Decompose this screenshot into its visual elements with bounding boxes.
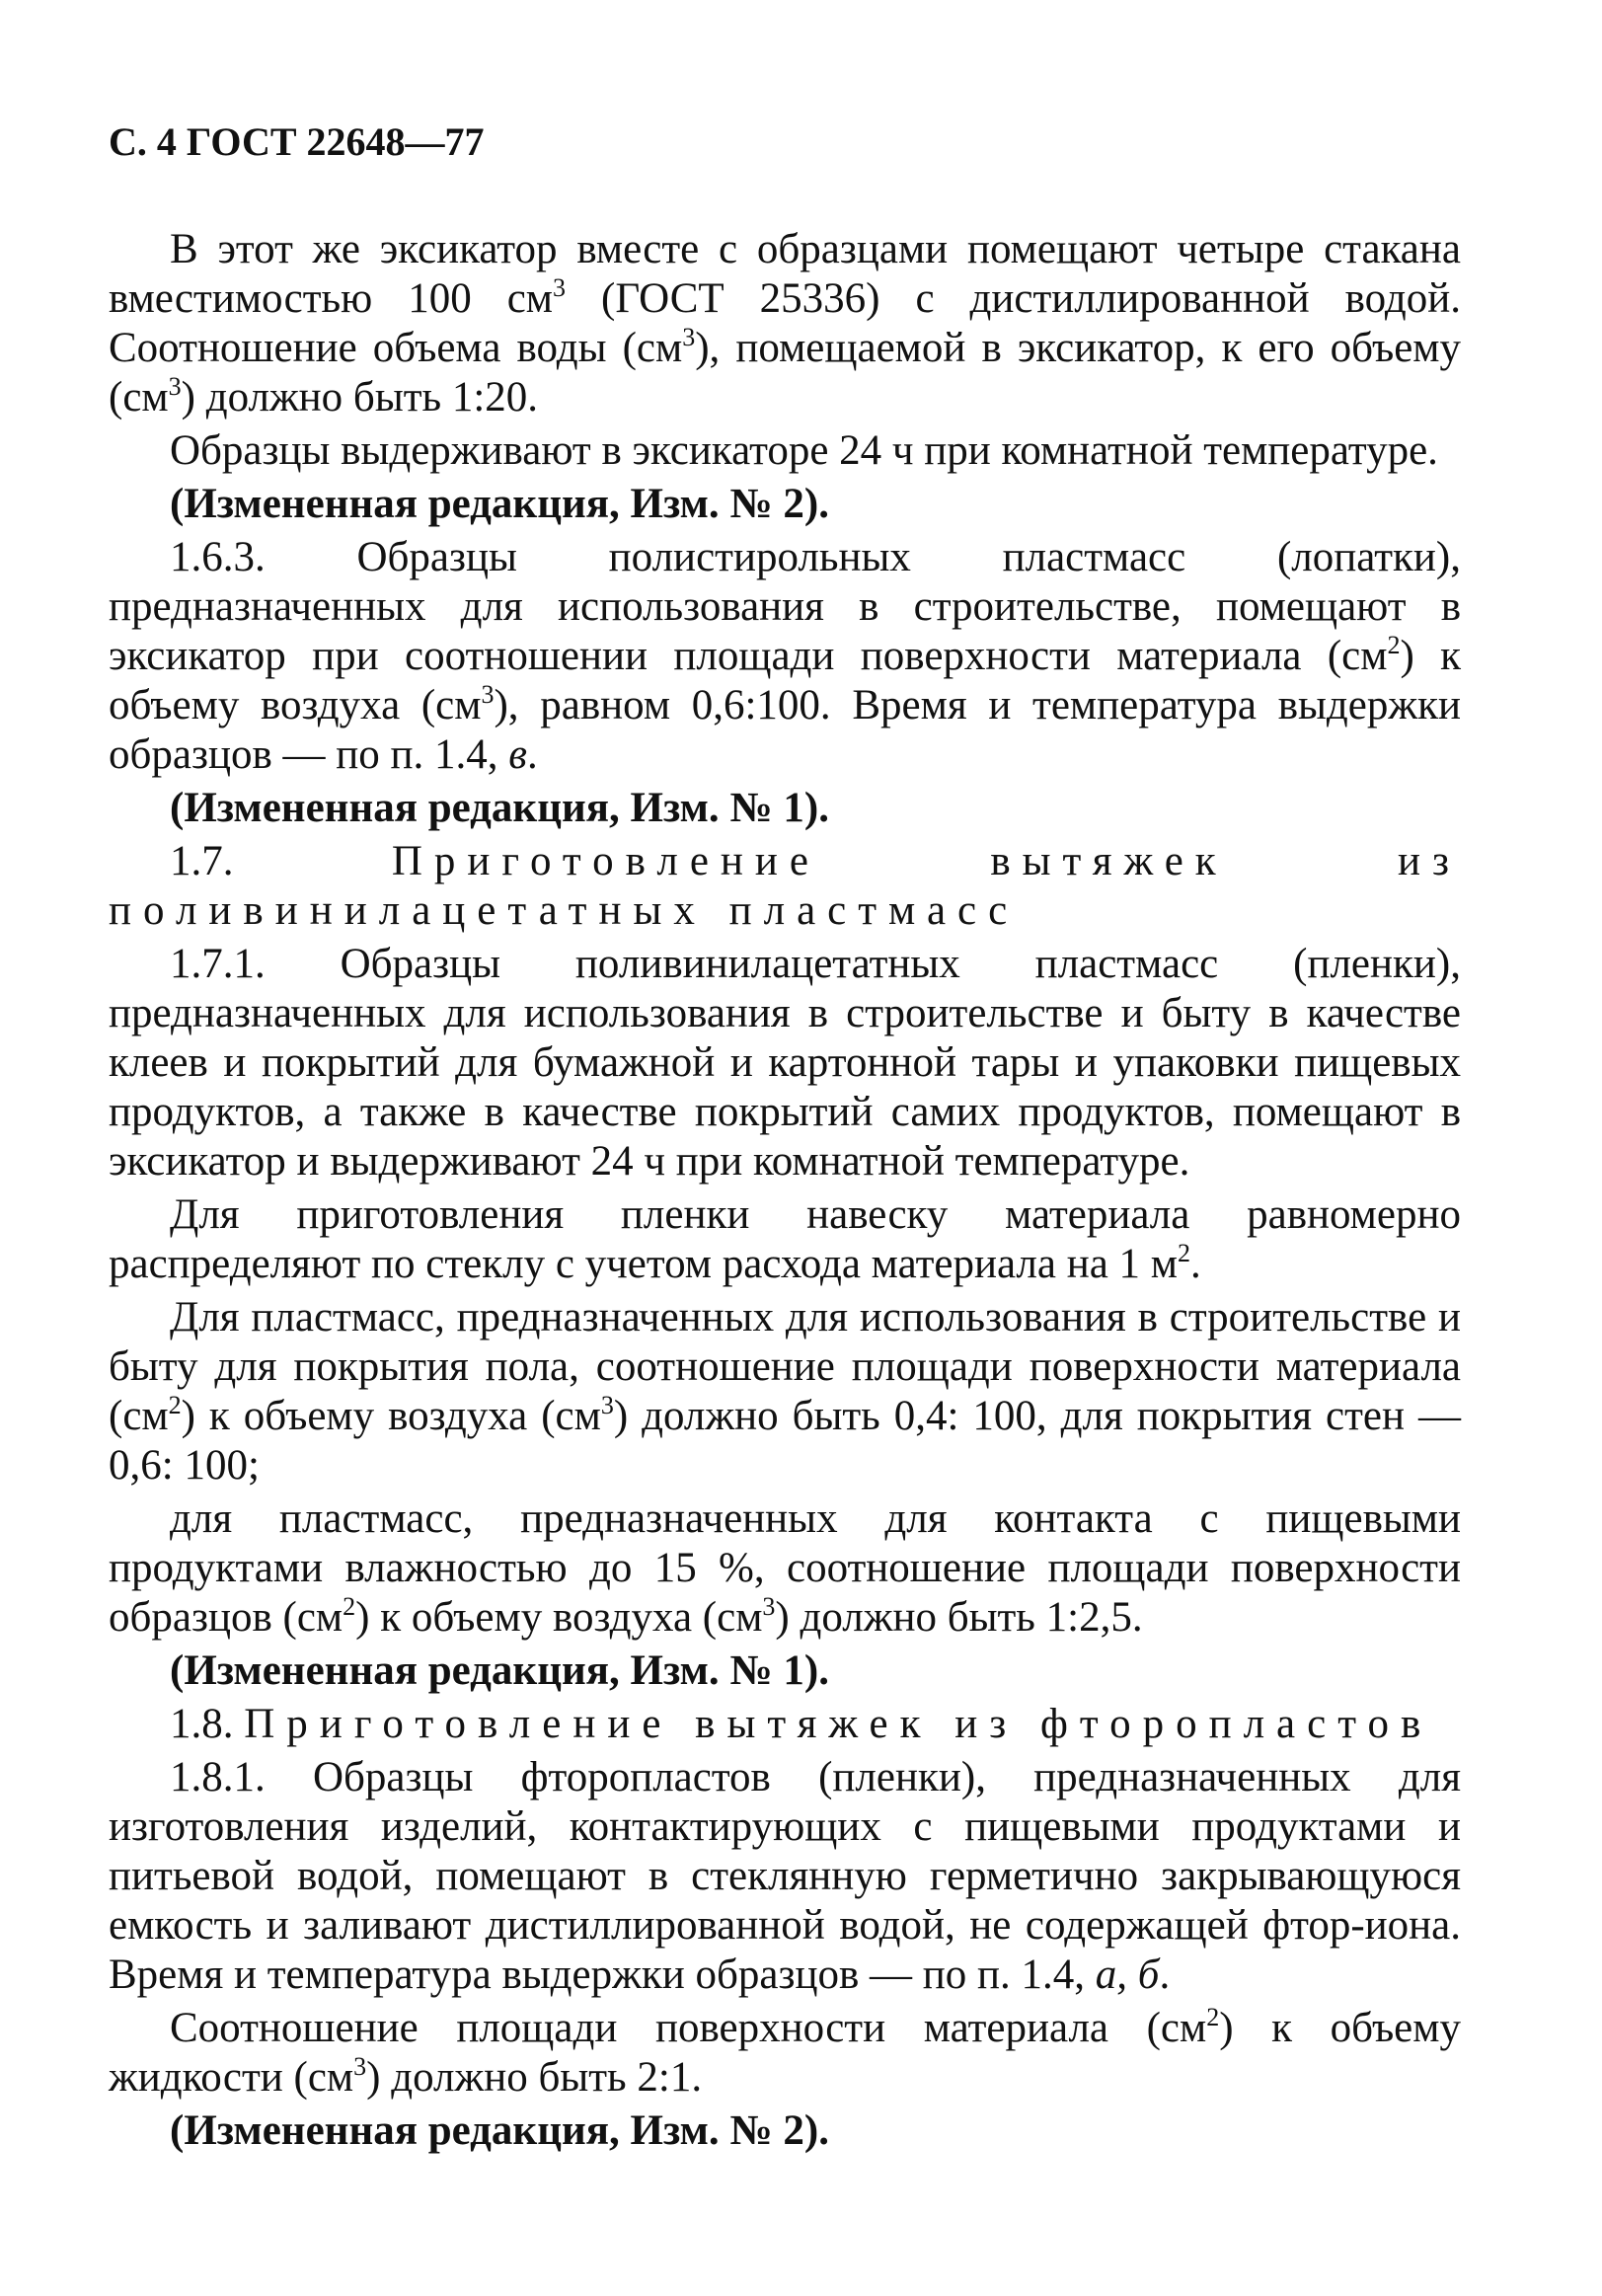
amendment-note: (Измененная редакция, Изм. № 2). — [170, 481, 829, 527]
paragraph: 1.6.3. Образцы полистирольных пластмасс (лопатки), предназначенных для использования в строительстве, помещают в эксикатор при соотношении площади поверхности материала $(см^2)$ к объему воздуха $(см^3)$, равном 0,6:100. Время и температура выдержки образцов — по п. 1.4, в. — [109, 534, 1461, 778]
paragraph: 1.7.1. Образцы поливинилацетатных пластмасс (пленки), предназначенных для использования в строительстве и быту в качестве клеев и покрытий для бумажной и картонной тары и упаковки пищевых продуктов, а также в качестве покрытий самих продуктов, помещают в эксикатор и выдерживают 24 ч при комнатной температуре. — [109, 941, 1461, 1185]
paragraph: Образцы выдерживают в эксикаторе 24 ч при комнатной температуре. — [170, 427, 1438, 474]
amendment-note: (Измененная редакция, Изм. № 1). — [170, 785, 829, 831]
paragraph: В этот же эксикатор вместе с образцами помещают четыре стакана вместимостью 100 $см^3$ (ГОСТ 25336) с дистиллированной водой. Соотношение объема воды $(см^3)$, помещаемой в эксикатор, к его объему $(см^3)$ должно быть 1:20. — [109, 226, 1462, 421]
paragraph: 1.7. Приготовление вытяжек из поливинилацетатных пластмасс — [109, 838, 1462, 934]
amendment-note: (Измененная редакция, Изм. № 2). — [170, 2107, 829, 2154]
document-body — [109, 225, 1461, 2156]
paragraph: 1.8. Приготовление вытяжек из фторопластов — [170, 1701, 1433, 1747]
paragraph: Соотношение площади поверхности материала $(см^2)$ к объему жидкости $(см^3)$ должно быть 2:1. — [109, 2003, 1461, 2101]
paragraph: Для пластмасс, предназначенных для использования в строительстве и быту для покрытия пола, соотношение площади поверхности материала $(см^2)$ к объему воздуха $(см^3)$ должно быть 0,4: 100, для покрытия стен — 0,6: 100; — [109, 1294, 1462, 1489]
document-page — [109, 118, 1461, 2160]
paragraph: Для приготовления пленки навеску материала равномерно распределяют по стеклу с учетом расхода материала на 1 $м^2$. — [109, 1191, 1461, 1287]
amendment-note: (Измененная редакция, Изм. № 1). — [170, 1647, 829, 1694]
paragraph: для пластмасс, предназначенных для контакта с пищевыми продуктами влажностью до 15 %, соотношение площади поверхности образцов $(см^2)$ к объему воздуха $(см^3)$ должно быть 1:2,5. — [109, 1495, 1461, 1641]
page-header: С. 4 ГОСТ 22648—77 — [109, 119, 485, 164]
paragraph: 1.8.1. Образцы фторопластов (пленки), предназначенных для изготовления изделий, контактирующих с пищевыми продуктами и питьевой водой, помещают в стеклянную герметично закрывающуюся емкость и заливают дистиллированной водой, не содержащей фтор-иона. Время и температура выдержки образцов — по п. 1.4, а, б. — [109, 1754, 1461, 1998]
